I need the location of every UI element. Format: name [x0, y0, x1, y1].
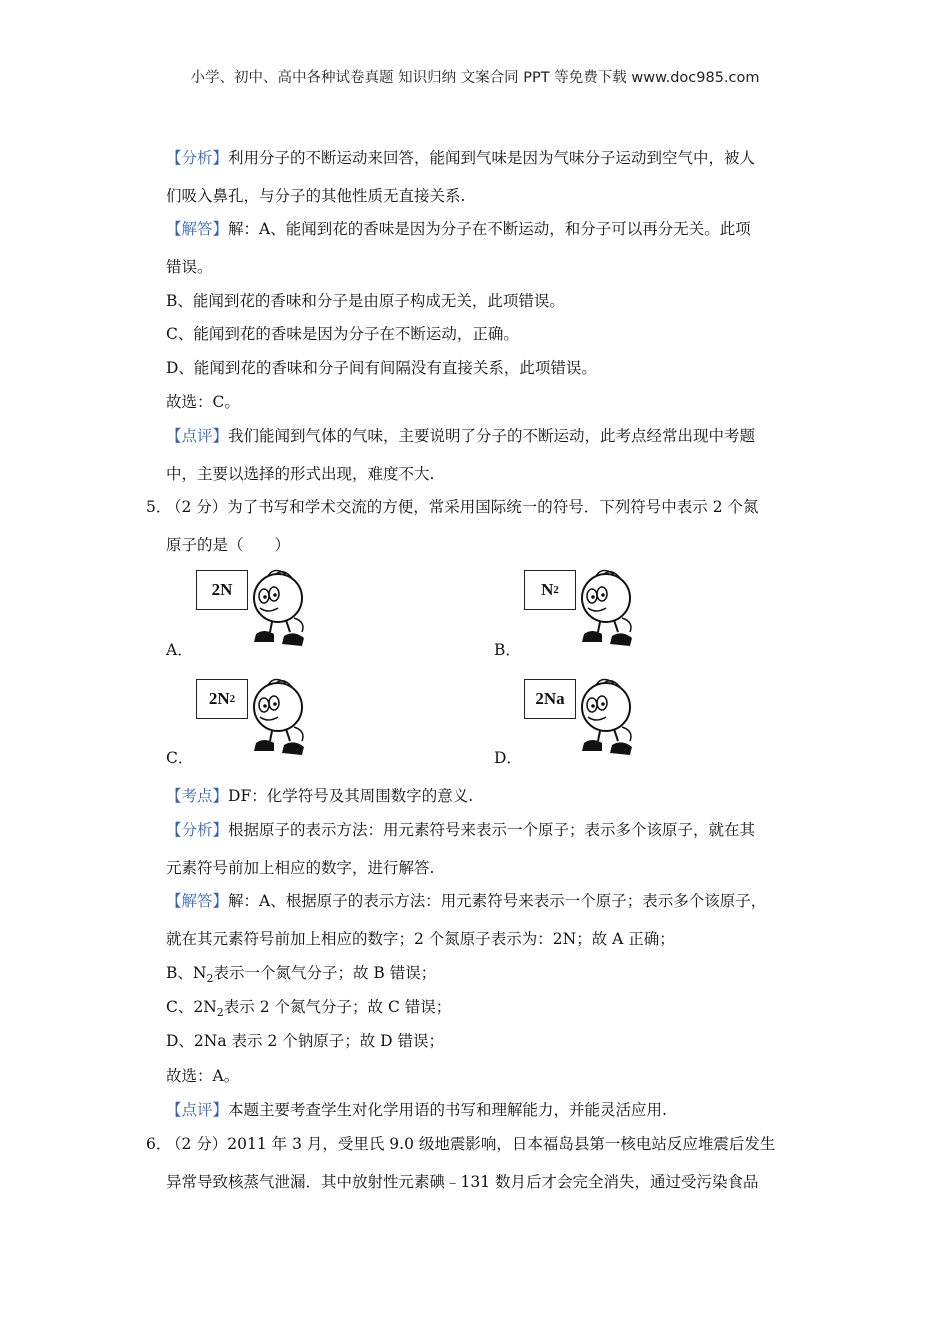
- sign-subscript: 2: [553, 584, 559, 596]
- q6-stem-line2: 异常导致核蒸气泄漏．其中放射性元素碘﹣131 数月后才会完全消失，通过受污染食品: [166, 1173, 759, 1191]
- q5-answer-d: D、2Na 表示 2 个钠原子；故 D 错误；: [166, 1032, 445, 1050]
- q4-answer-line1: [166, 219, 751, 239]
- q5-answer-line1: [166, 891, 766, 911]
- q4-answer-line2: 错误。: [166, 258, 213, 276]
- kaodian-tag: 【考点】: [166, 787, 229, 805]
- q4-answer-b: B、能闻到花的香味和分子是由原子构成无关，此项错误。: [166, 292, 565, 310]
- q4-analysis-line2: 们吸入鼻孔，与分子的其他性质无直接关系.: [166, 187, 466, 205]
- option-c-figure: [196, 677, 326, 767]
- answer-text: 解：A、根据原子的表示方法：用元素符号来表示一个原子；表示多个该原子，: [228, 892, 767, 910]
- sign-text: 2N: [208, 689, 230, 708]
- cartoon-character-icon: [562, 568, 642, 652]
- answer-text: 解：A、能闻到花的香味是因为分子在不断运动，和分子可以再分无关。此项: [228, 220, 751, 238]
- sign-text: 2N: [211, 580, 233, 599]
- cartoon-character-icon: [234, 568, 314, 652]
- q5-stem-line2: 原子的是（ ）: [166, 536, 291, 554]
- option-c-label: C．: [166, 749, 194, 767]
- answer-tag: 【解答】: [166, 892, 229, 910]
- sign-text: N: [541, 580, 554, 599]
- analysis-text: 根据原子的表示方法：用元素符号来表示一个原子；表示多个该原子，就在其: [228, 821, 756, 839]
- q5-stem-line1: （2 分）为了书写和学术交流的方便，常采用国际统一的符号．下列符号中表示 2 个氮: [166, 498, 759, 516]
- answer-b-sub: 2: [206, 972, 214, 986]
- q4-review-line1: [166, 426, 755, 446]
- cartoon-character-icon: [562, 677, 642, 761]
- analysis-text: 利用分子的不断运动来回答，能闻到气味是因为气味分子运动到空气中，被人: [228, 149, 756, 167]
- answer-b-post: 表示一个氮气分子；故 B 错误；: [213, 964, 437, 982]
- answer-tag: 【解答】: [166, 220, 229, 238]
- analysis-tag: 【分析】: [166, 149, 229, 167]
- cartoon-character-icon: [234, 677, 314, 761]
- option-b-label: B．: [494, 641, 521, 659]
- review-tag: 【点评】: [166, 427, 229, 445]
- q5-answer-b: [166, 963, 436, 989]
- review-text: 我们能闻到气体的气味，主要说明了分子的不断运动，此考点经常出现中考题: [228, 427, 756, 445]
- q4-choice: 故选：C。: [166, 393, 240, 411]
- page-header: 小学、初中、高中各种试卷真题 知识归纳 文案合同 PPT 等免费下载 www.doc985.com: [190, 70, 760, 86]
- q4-review-line2: 中，主要以选择的形式出现，难度不大.: [166, 465, 435, 483]
- q5-number: 5．: [146, 498, 172, 516]
- analysis-tag: 【分析】: [166, 821, 229, 839]
- q5-answer-c: [166, 997, 451, 1023]
- q5-choice: 故选：A。: [166, 1067, 240, 1085]
- q5-review: [166, 1100, 667, 1120]
- q5-analysis-line2: 元素符号前加上相应的数字，进行解答.: [166, 859, 435, 877]
- answer-c-pre: C、2N: [166, 998, 217, 1016]
- q5-kaodian: [166, 786, 473, 806]
- q6-stem-line1: （2 分）2011 年 3 月，受里氏 9.0 级地震影响，日本福岛县第一核电站反应堆震后发生: [166, 1135, 776, 1153]
- q4-answer-c: C、能闻到花的香味是因为分子在不断运动，正确。: [166, 325, 519, 343]
- option-b-figure: [524, 568, 654, 658]
- q4-answer-d: D、能闻到花的香味和分子间有间隔没有直接关系，此项错误。: [166, 359, 597, 377]
- sign-subscript: 2: [229, 693, 236, 705]
- option-d-label: D．: [494, 749, 522, 767]
- sign-text: 2Na: [535, 689, 565, 708]
- q6-number: 6．: [146, 1135, 172, 1153]
- option-a-label: A．: [166, 641, 193, 659]
- answer-b-pre: B、N: [166, 964, 207, 982]
- review-text: 本题主要考查学生对化学用语的书写和理解能力，并能灵活应用.: [228, 1101, 667, 1119]
- q5-analysis-line1: [166, 820, 755, 840]
- option-d-figure: [524, 677, 654, 767]
- q4-analysis-line1: [166, 148, 755, 168]
- option-a-figure: [196, 568, 326, 658]
- answer-c-post: 表示 2 个氮气分子；故 C 错误；: [223, 998, 452, 1016]
- review-tag: 【点评】: [166, 1101, 229, 1119]
- kaodian-text: DF：化学符号及其周围数字的意义.: [228, 787, 474, 805]
- answer-c-sub: 2: [216, 1006, 224, 1020]
- q5-answer-line2: 就在其元素符号前加上相应的数字；2 个氮原子表示为：2N；故 A 正确；: [166, 930, 675, 948]
